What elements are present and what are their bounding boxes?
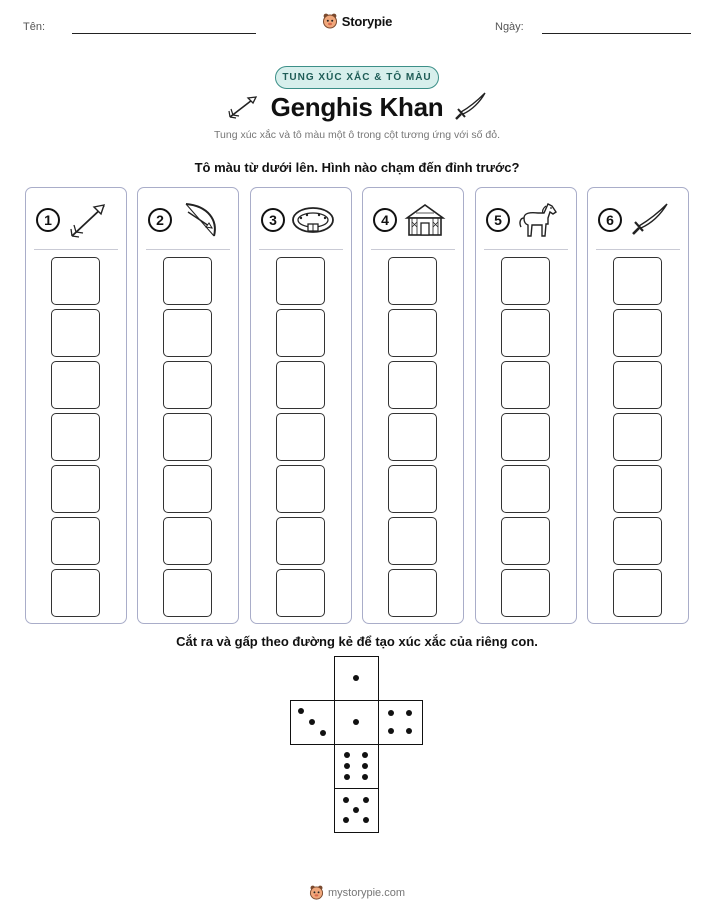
pip: [362, 752, 368, 758]
dice-face-1: [334, 700, 379, 745]
belt-icon: [291, 200, 335, 240]
yurt-icon: [403, 200, 447, 240]
color-box[interactable]: [388, 361, 437, 409]
color-box[interactable]: [276, 569, 325, 617]
sword-icon: [452, 90, 488, 122]
column-number: 6: [598, 208, 622, 232]
column-6: [587, 187, 689, 624]
pip: [353, 719, 359, 725]
color-box[interactable]: [388, 257, 437, 305]
color-box[interactable]: [276, 361, 325, 409]
column-4: [362, 187, 464, 624]
color-box[interactable]: [388, 517, 437, 565]
storypie-mascot-icon: [322, 13, 338, 30]
color-box[interactable]: [51, 361, 100, 409]
color-box[interactable]: [501, 413, 550, 461]
color-box[interactable]: [613, 309, 662, 357]
column-2: [137, 187, 239, 624]
color-box[interactable]: [51, 257, 100, 305]
color-box[interactable]: [388, 413, 437, 461]
color-box[interactable]: [613, 413, 662, 461]
pip: [353, 807, 359, 813]
storypie-mascot-icon: [309, 885, 324, 901]
column-5: [475, 187, 577, 624]
color-box[interactable]: [51, 413, 100, 461]
color-box[interactable]: [51, 465, 100, 513]
page-subtitle: Tung xúc xắc và tô màu một ô trong cột tương ứng với số đỏ.: [214, 129, 500, 141]
pip: [363, 817, 369, 823]
bow-icon: [178, 200, 222, 240]
column-3: [250, 187, 352, 624]
color-box[interactable]: [388, 465, 437, 513]
pip: [362, 774, 368, 780]
color-box[interactable]: [51, 517, 100, 565]
coloring-instruction: Tô màu từ dưới lên. Hình nào chạm đến đỉnh trước?: [194, 160, 520, 175]
date-label: Ngày:: [495, 21, 524, 33]
pip: [363, 797, 369, 803]
color-box[interactable]: [163, 413, 212, 461]
brand-name: Storypie: [341, 14, 393, 29]
column-number: 2: [148, 208, 172, 232]
pip: [320, 730, 326, 736]
color-box[interactable]: [163, 309, 212, 357]
date-line: [542, 33, 691, 34]
column-number: 1: [36, 208, 60, 232]
name-line: [72, 33, 256, 34]
arrow-icon: [66, 200, 110, 240]
sword-icon: [628, 200, 672, 240]
pip: [362, 763, 368, 769]
color-box[interactable]: [613, 569, 662, 617]
color-box[interactable]: [613, 465, 662, 513]
horse-icon: [516, 200, 560, 240]
pip: [388, 728, 394, 734]
footer-url[interactable]: mystorypie.com: [327, 887, 406, 899]
pip: [406, 710, 412, 716]
column-divider: [371, 249, 455, 250]
color-box[interactable]: [163, 361, 212, 409]
color-box[interactable]: [388, 309, 437, 357]
color-box[interactable]: [613, 257, 662, 305]
color-box[interactable]: [501, 465, 550, 513]
color-box[interactable]: [51, 309, 100, 357]
footer: [0, 885, 714, 901]
color-box[interactable]: [613, 517, 662, 565]
column-divider: [259, 249, 343, 250]
name-label: Tên:: [23, 21, 46, 33]
color-box[interactable]: [276, 465, 325, 513]
pip: [309, 719, 315, 725]
color-box[interactable]: [276, 517, 325, 565]
column-divider: [146, 249, 230, 250]
color-box[interactable]: [276, 309, 325, 357]
pip: [344, 763, 350, 769]
color-box[interactable]: [276, 257, 325, 305]
cut-fold-instruction: Cắt ra và gấp theo đường kẻ để tạo xúc xắc của riêng con.: [176, 634, 538, 649]
dice-face-3: [290, 700, 335, 745]
column-1: [25, 187, 127, 624]
pip: [344, 774, 350, 780]
dice-face-6: [334, 744, 379, 789]
page-title: Genghis Khan: [270, 92, 444, 122]
pip: [298, 708, 304, 714]
color-box[interactable]: [163, 517, 212, 565]
pip: [353, 675, 359, 681]
column-divider: [34, 249, 118, 250]
dice-face-5: [334, 788, 379, 833]
column-divider: [596, 249, 680, 250]
dice-face-4: [378, 700, 423, 745]
color-box[interactable]: [51, 569, 100, 617]
color-box[interactable]: [501, 517, 550, 565]
brand-logo: [0, 13, 714, 30]
color-box[interactable]: [501, 309, 550, 357]
column-number: 4: [373, 208, 397, 232]
color-box[interactable]: [276, 413, 325, 461]
color-box[interactable]: [501, 569, 550, 617]
color-box[interactable]: [613, 361, 662, 409]
column-number: 3: [261, 208, 285, 232]
pip: [343, 817, 349, 823]
color-box[interactable]: [163, 569, 212, 617]
pip: [344, 752, 350, 758]
pip: [388, 710, 394, 716]
color-box[interactable]: [501, 257, 550, 305]
pip: [406, 728, 412, 734]
pip: [343, 797, 349, 803]
column-divider: [484, 249, 568, 250]
column-number: 5: [486, 208, 510, 232]
color-box[interactable]: [163, 257, 212, 305]
color-box[interactable]: [501, 361, 550, 409]
activity-badge: TUNG XÚC XẮC & TÔ MÀU: [275, 66, 439, 89]
dice-face-1: [334, 656, 379, 701]
color-box[interactable]: [388, 569, 437, 617]
color-box[interactable]: [163, 465, 212, 513]
